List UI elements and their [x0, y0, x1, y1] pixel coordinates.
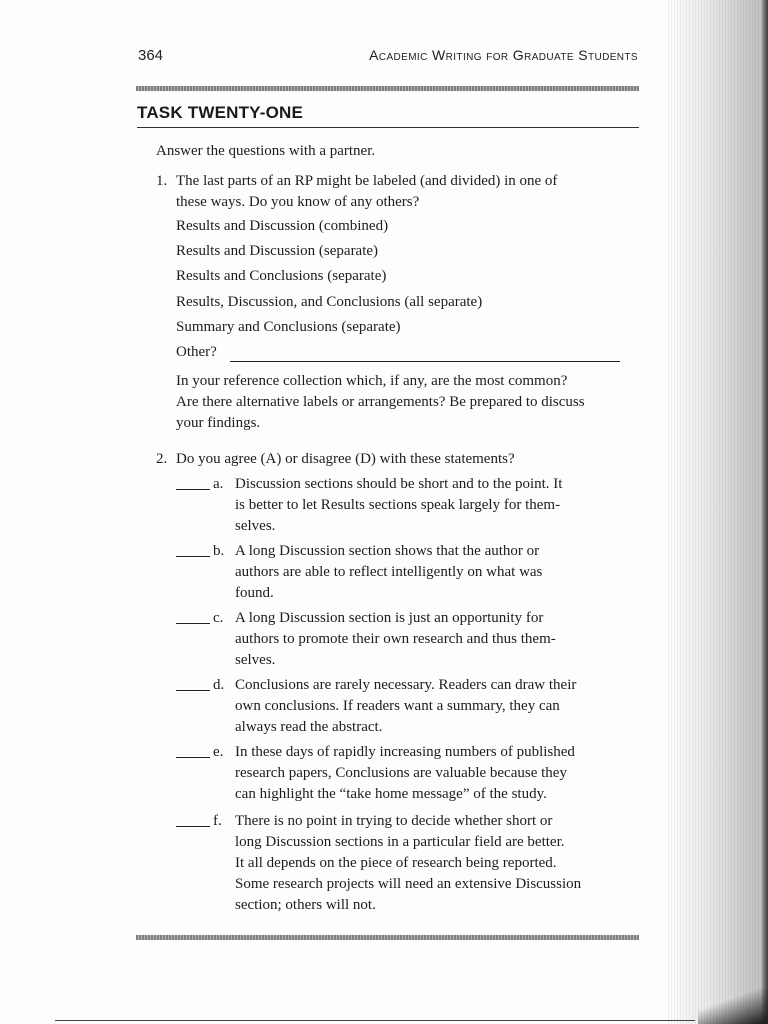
task-instruction: Answer the questions with a partner. [156, 143, 376, 159]
answer-blank-e[interactable] [176, 757, 210, 758]
task-title-rule [137, 127, 639, 128]
running-header-title: Academic Writing for Graduate Students [369, 47, 638, 63]
question-1-prompt-line: The last parts of an RP might be labeled (and divided) in one of [176, 173, 558, 189]
statement-line: A long Discussion section is just an opportunity for [235, 610, 544, 626]
option-item: Results and Discussion (combined) [176, 218, 389, 234]
statement-e [235, 742, 575, 805]
option-item: Results, Discussion, and Conclusions (all separate) [176, 293, 483, 310]
statement-line: own conclusions. If readers want a summary, they can [235, 698, 560, 714]
statement-b [235, 541, 542, 604]
statement-line: Conclusions are rarely necessary. Readers can draw their [235, 677, 577, 693]
followup-line: your findings. [176, 415, 261, 431]
statement-line: is better to let Results sections speak largely for them- [235, 497, 561, 513]
statement-line: Some research projects will need an extensive Discussion [235, 876, 582, 892]
header-rule [136, 86, 639, 91]
followup-line: In your reference collection which, if any, are the most common? [176, 373, 568, 389]
statement-line: selves. [235, 518, 276, 534]
statement-line: authors are able to reflect intelligently on what was [235, 564, 543, 580]
statement-line: There is no point in trying to decide whether short or [235, 813, 553, 829]
page-gutter-shadow [668, 0, 768, 1024]
question-2-number: 2. [156, 451, 168, 467]
answer-blank-c[interactable] [176, 623, 210, 624]
statement-letter-d: d. [213, 677, 225, 693]
page-corner-shadow [698, 984, 768, 1024]
answer-blank-a[interactable] [176, 489, 210, 490]
statement-letter-b: b. [213, 543, 225, 559]
statement-f [235, 811, 581, 916]
option-item: Results and Discussion (separate) [176, 243, 379, 260]
statement-line: It all depends on the piece of research being reported. [235, 855, 557, 871]
question-2-prompt: Do you agree (A) or disagree (D) with these statements? [176, 451, 515, 467]
statement-line: can highlight the “take home message” of the study. [235, 786, 547, 802]
question-1-number: 1. [156, 173, 168, 189]
answer-blank-b[interactable] [176, 556, 210, 557]
scan-bottom-edge [55, 1020, 695, 1021]
statement-line: found. [235, 585, 274, 601]
statement-c [235, 608, 556, 671]
page-edge [762, 0, 768, 1024]
question-1-followup [176, 371, 585, 434]
statement-line: long Discussion sections in a particular field are better. [235, 834, 565, 850]
statement-line: In these days of rapidly increasing numbers of published [235, 744, 575, 760]
statement-line: research papers, Conclusions are valuable because they [235, 765, 567, 781]
followup-line: Are there alternative labels or arrangements? Be prepared to discuss [176, 394, 585, 410]
statement-d [235, 675, 576, 738]
statement-line: A long Discussion section shows that the author or [235, 543, 540, 559]
statement-letter-a: a. [213, 476, 224, 492]
option-item: Summary and Conclusions (separate) [176, 318, 401, 335]
statement-letter-f: f. [213, 813, 222, 829]
page-number: 364 [138, 47, 164, 64]
option-item: Results and Conclusions (separate) [176, 268, 387, 285]
statement-letter-e: e. [213, 744, 224, 760]
statement-line: selves. [235, 652, 276, 668]
statement-line: authors to promote their own research and thus them- [235, 631, 556, 647]
statement-line: Discussion sections should be short and to the point. It [235, 476, 563, 492]
statement-line: always read the abstract. [235, 719, 383, 735]
answer-blank-f[interactable] [176, 826, 210, 827]
statement-line: section; others will not. [235, 897, 376, 913]
option-item-other: Other? [176, 344, 217, 361]
question-1-options [176, 214, 482, 365]
task-title: TASK TWENTY-ONE [137, 103, 304, 122]
question-1-prompt [176, 171, 557, 213]
footer-rule [136, 935, 639, 940]
question-1-prompt-line: these ways. Do you know of any others? [176, 194, 420, 210]
statement-letter-c: c. [213, 610, 224, 626]
other-answer-line[interactable] [230, 361, 620, 362]
answer-blank-d[interactable] [176, 690, 210, 691]
statement-a [235, 474, 562, 537]
